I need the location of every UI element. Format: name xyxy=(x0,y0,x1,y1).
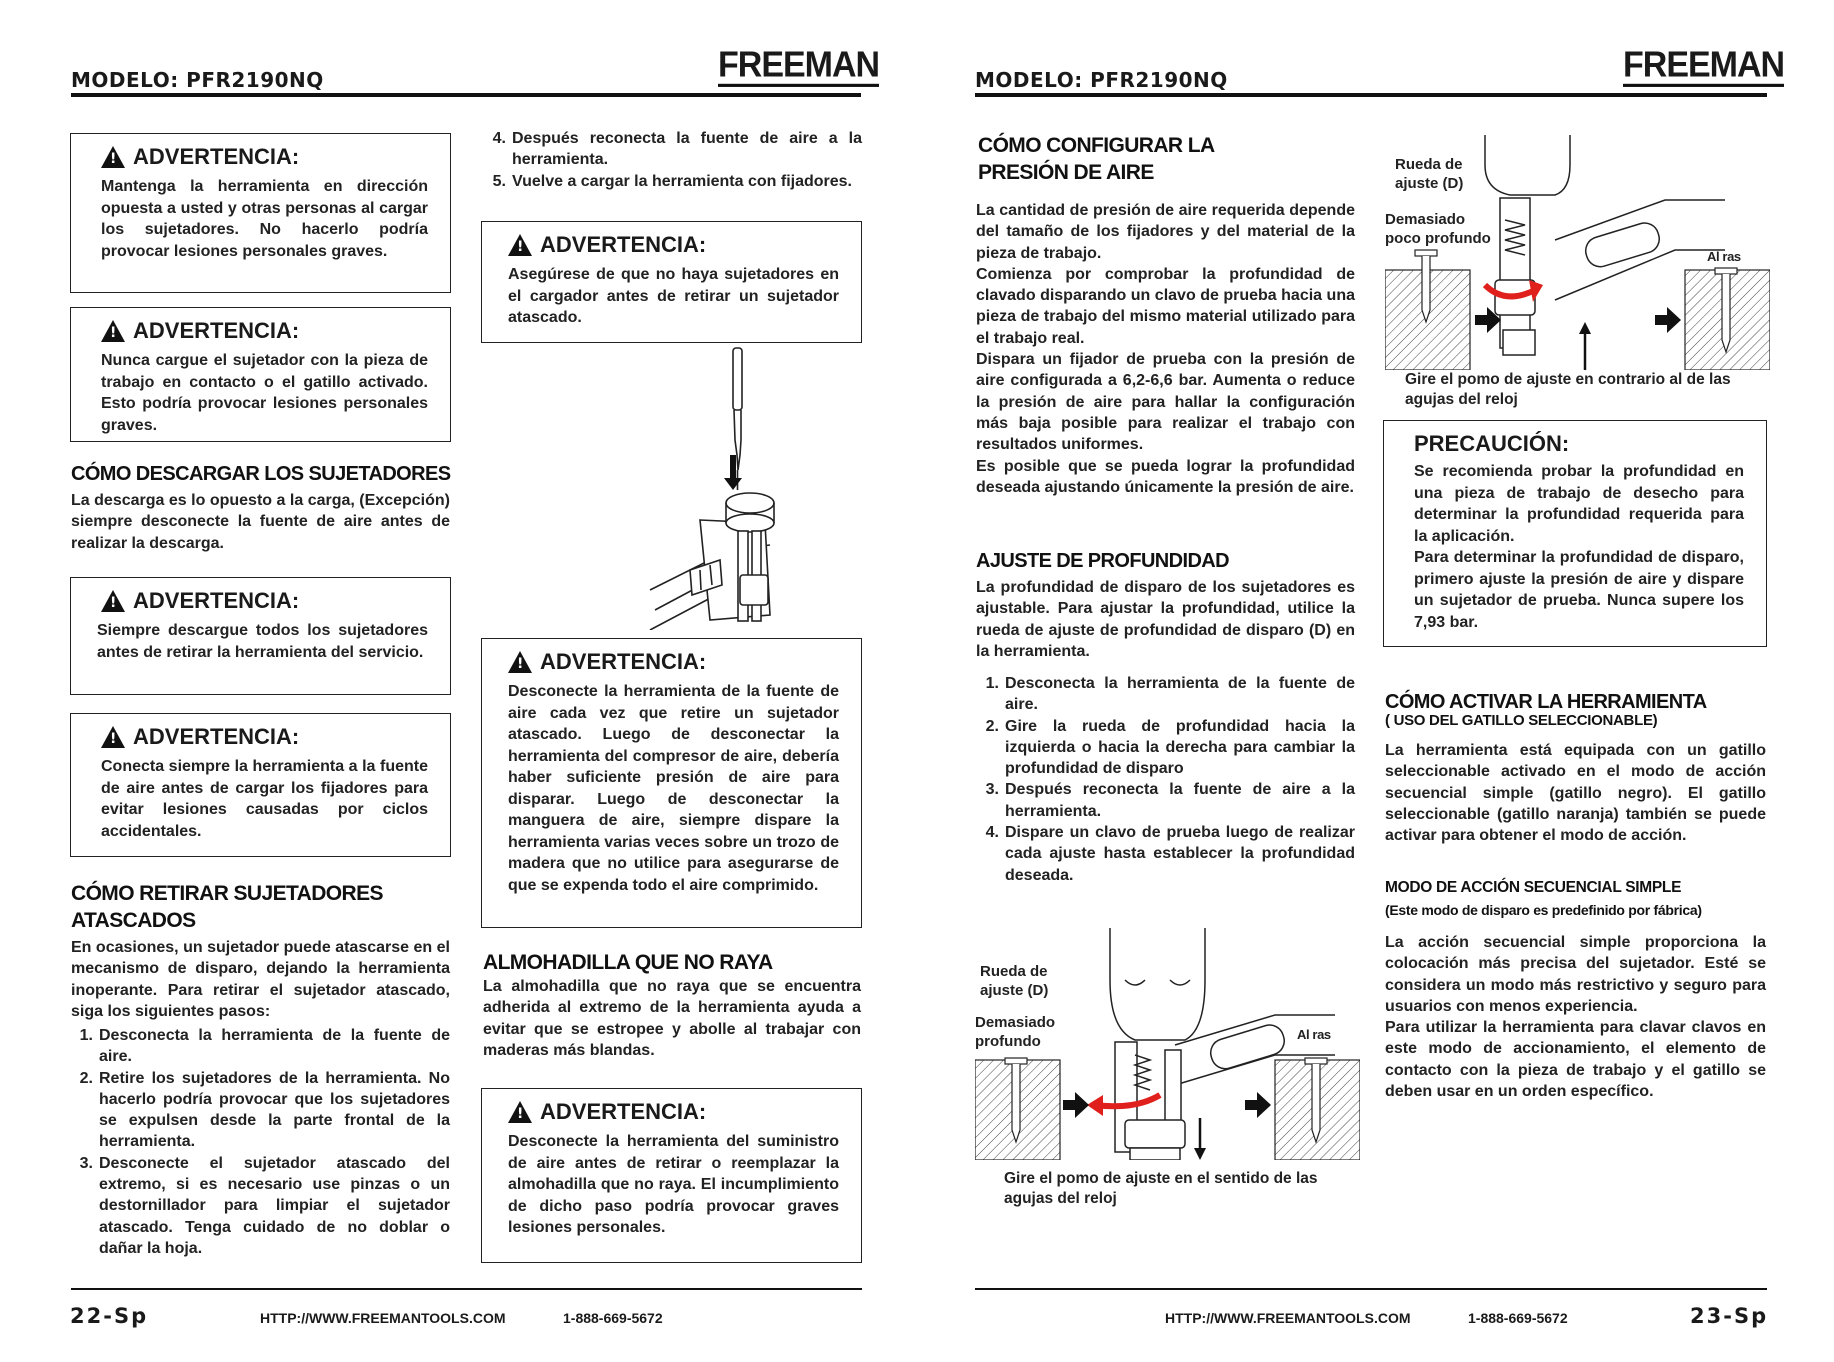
warning-title: ! ADVERTENCIA: xyxy=(101,144,428,170)
jam-steps-list xyxy=(71,1025,450,1259)
page-number-left: 22-Sp xyxy=(70,1304,149,1328)
footer-rule-right xyxy=(975,1288,1767,1290)
section-heading: ALMOHADILLA QUE NO RAYA xyxy=(483,951,773,974)
warning-text: Siempre descargue todos los sujetadores antes de retirar la herramienta del servicio. xyxy=(97,622,428,661)
model-header-left: MODELO: PFR2190NQ xyxy=(71,68,324,92)
warning-triangle-icon xyxy=(508,234,532,256)
step-item xyxy=(71,1153,450,1259)
warning-triangle-icon xyxy=(508,1101,532,1123)
caution-text: Para determinar la profundidad de disparo, primero ajuste la presión de aire y dispare un sujetador de prueba. Nunca supere los 7,93 bar. xyxy=(1414,549,1744,631)
footer-url-left: HTTP://WWW.FREEMANTOOLS.COM xyxy=(260,1310,506,1326)
warning-box xyxy=(70,577,451,695)
section-heading: CÓMO CONFIGURAR LA PRESIÓN DE AIRE xyxy=(978,134,1215,184)
step-text: Desconecta la herramienta de la fuente de aire. xyxy=(1005,675,1355,714)
step-item xyxy=(977,779,1355,822)
step-item xyxy=(71,1025,450,1068)
caution-title: PRECAUCIÓN: xyxy=(1414,431,1570,456)
step-text: Desconecte el sujetador atascado del extremo, si es necesario use pinzas o un destornillador para limpiar el sujetador atascado. Tenga cuidado de no doblar o dañar la hoja. xyxy=(99,1154,450,1257)
step-item xyxy=(484,128,862,171)
fig1-depth-label: Demasiado poco profundo xyxy=(1385,211,1491,247)
step-text: Dispare un clavo de prueba luego de realizar cada ajuste hasta establecer la profundidad deseada. xyxy=(1005,824,1355,884)
shallow-wood-block xyxy=(1385,250,1470,370)
section-subheading: (Este modo de disparo es predefinido por fábrica) xyxy=(1385,902,1702,918)
jam-removal-illustration xyxy=(560,345,780,630)
warning-title: ! ADVERTENCIA: xyxy=(101,588,428,614)
section-text: La herramienta está equipada con un gatillo seleccionable activado en el modo de acción secuencial simple (gatillo negro). El gatillo seleccionable (gatillo naranja) también se puede activar para obtener el modo de acción. xyxy=(1385,742,1766,845)
fig1-caption: Gire el pomo de ajuste en contrario al de las agujas del reloj xyxy=(1405,371,1731,408)
step-text: Después reconecta la fuente de aire a la herramienta. xyxy=(1005,781,1355,820)
freeman-logo-right xyxy=(1623,44,1785,87)
down-arrow-icon xyxy=(1194,1118,1206,1160)
step-item xyxy=(977,673,1355,716)
logo-text: FREEMAN xyxy=(718,44,880,85)
freeman-logo-left xyxy=(718,44,880,87)
warning-triangle-icon xyxy=(101,320,125,342)
section-heading: MODO DE ACCIÓN SECUENCIAL SIMPLE xyxy=(1385,879,1682,896)
jam-steps-continued-list xyxy=(484,128,862,192)
section-heading: AJUSTE DE PROFUNDIDAD xyxy=(976,550,1229,572)
right-arrow-icon xyxy=(1245,1092,1271,1118)
step-number: 3. xyxy=(79,1154,93,1172)
section-text: La descarga es lo opuesto a la carga, (Excepción) siempre desconecte la fuente de aire antes de realizar la descarga. xyxy=(71,492,450,552)
warning-text: Desconecte la herramienta de la fuente de aire cada vez que retire un sujetador atascado. Luego de desconectar la herramienta del compresor de aire, debería haber suficiente presión de aire para disparar. Luego de desconectar la manguera de aire, siempre dispare la herramienta varias veces sobre un trozo de madera que no utilice para asegurarse de que se expenda todo el aire comprimido. xyxy=(508,683,839,894)
step-number: 3. xyxy=(985,781,999,799)
caution-text: Se recomienda probar la profundidad en una pieza de trabajo de desecho para determinar la profundidad requerida para la aplicación. xyxy=(1414,463,1744,545)
footer-phone-left: 1-888-669-5672 xyxy=(563,1310,663,1326)
step-item xyxy=(484,171,862,192)
warning-title: ! ADVERTENCIA: xyxy=(508,1099,839,1125)
warning-text: Mantenga la herramienta en dirección opuesta a usted y otras personas al cargar los sujetadores. No hacerlo podría provocar lesiones personales graves. xyxy=(101,178,428,260)
warning-title: ! ADVERTENCIA: xyxy=(508,649,839,675)
step-number: 2. xyxy=(79,1069,93,1087)
depth-steps-list xyxy=(977,673,1355,886)
step-text: Retire los sujetadores de la herramienta. No hacerlo podría provocar que los sujetadores se expulsen desde la parte frontal de la herramienta. xyxy=(99,1069,450,1151)
section-text: La profundidad de disparo de los sujetadores es ajustable. Para ajustar la profundidad, utilice la rueda de ajuste de profundidad de disparo (D) en la herramienta. xyxy=(976,579,1355,660)
warning-box xyxy=(481,638,862,928)
step-number: 5. xyxy=(492,172,506,190)
step-text: Gire la rueda de profundidad hacia la izquierda o hacia la derecha para cambiar la profundidad de disparo xyxy=(1005,717,1355,778)
section-subheading: ( USO DEL GATILLO SELECCIONABLE) xyxy=(1385,712,1658,729)
step-item xyxy=(71,1068,450,1153)
page-number-right: 23-Sp xyxy=(1690,1304,1769,1328)
step-item xyxy=(977,822,1355,886)
section-heading: CÓMO RETIRAR SUJETADORES ATASCADOS xyxy=(71,882,383,932)
up-arrow-icon xyxy=(1579,322,1591,370)
caution-box xyxy=(1383,420,1767,647)
section-text: La cantidad de presión de aire requerida depende del tamaño de los fijadores y del material de la pieza de trabajo. Comienza por comprobar la profundidad de clavado disparando un clavo de prueba hacia una pieza de trabajo del mismo material utilizado para el trabajo real. Dispara un fijador de prueba con la presión de aire configurada a 6,2-6,6 bar. Aumenta o reduce la presión de aire para hallar la configuración más baja posible para realizar el trabajo con resultados uniformes. Es posible que se pueda lograr la profundidad deseada ajustando únicamente la presión de aire. xyxy=(976,202,1355,496)
warning-title: ! ADVERTENCIA: xyxy=(101,724,428,750)
warning-triangle-icon xyxy=(101,726,125,748)
step-number: 4. xyxy=(492,130,506,147)
warning-triangle-icon xyxy=(101,146,125,168)
warning-box xyxy=(70,713,451,857)
fig2-caption: Gire el pomo de ajuste en el sentido de las agujas del reloj xyxy=(1004,1170,1318,1207)
section-text: La almohadilla que no raya que se encuentra adherida al extremo de la herramienta ayuda a evitar que se estropee y abolle al trabajar con maderas más blandas. xyxy=(483,978,861,1059)
warning-box xyxy=(70,307,451,442)
footer-rule-left xyxy=(71,1288,862,1290)
warning-title: ! ADVERTENCIA: xyxy=(508,232,839,258)
section-text: En ocasiones, un sujetador puede atascarse en el mecanismo de disparo, dejando la herramienta inoperante. Para retirar el sujetador atascado, siga los siguientes pasos: xyxy=(71,939,450,1020)
step-number: 2. xyxy=(985,717,999,735)
logo-text: FREEMAN xyxy=(1623,44,1785,85)
warning-text: Nunca cargue el sujetador con la pieza de trabajo en contacto o el gatillo activado. Esto podría provocar lesiones personales graves. xyxy=(101,352,428,434)
step-text: Desconecta la herramienta de la fuente de aire. xyxy=(99,1027,450,1066)
right-arrow-icon xyxy=(1655,307,1681,333)
step-number: 1. xyxy=(985,675,999,692)
warning-title: ! ADVERTENCIA: xyxy=(101,318,428,344)
step-number: 4. xyxy=(985,824,999,842)
warning-box xyxy=(481,1088,862,1263)
step-text: Después reconecta la fuente de aire a la herramienta. xyxy=(512,130,862,169)
flush-wood-block xyxy=(1685,268,1770,370)
section-heading: CÓMO ACTIVAR LA HERRAMIENTA xyxy=(1385,691,1707,713)
warning-box xyxy=(481,221,862,343)
footer-url-right: HTTP://WWW.FREEMANTOOLS.COM xyxy=(1165,1310,1411,1326)
model-header-right: MODELO: PFR2190NQ xyxy=(975,68,1228,92)
step-number: 1. xyxy=(79,1027,93,1044)
warning-text: Conecta siempre la herramienta a la fuente de aire antes de cargar los fijadores para evitar lesiones causadas por ciclos accidentales. xyxy=(101,758,428,840)
header-rule-right xyxy=(975,93,1767,97)
warning-triangle-icon xyxy=(101,590,125,612)
header-rule-left xyxy=(71,93,861,97)
warning-text: Desconecte la herramienta del suministro de aire antes de retirar o reemplazar la almohadilla que no raya. El incumplimiento de dicho paso podría provocar graves lesiones personales. xyxy=(508,1133,839,1236)
step-text: Vuelve a cargar la herramienta con fijadores. xyxy=(512,172,852,190)
step-item xyxy=(977,716,1355,780)
section-text: La acción secuencial simple proporciona la colocación más precisa del sujetador. Esté se considera un modo más restrictivo y seguro para usuarios con menos experiencia. Para utilizar la herramienta para clavar clavos en este modo de accionamiento, el elemento de contacto con la pieza de trabajo y el gatillo se deben usar en un orden específico. xyxy=(1385,934,1766,1101)
flush-wood-block xyxy=(1275,1058,1360,1160)
fig1-wheel-label: Rueda de ajuste (D) xyxy=(1395,156,1464,192)
fig2-depth-label: Demasiado profundo xyxy=(975,1014,1056,1050)
fig2-wheel-label: Rueda de ajuste (D) xyxy=(980,963,1049,999)
warning-text: Asegúrese de que no haya sujetadores en el cargador antes de retirar un sujetador atascado. xyxy=(508,266,839,326)
footer-phone-right: 1-888-669-5672 xyxy=(1468,1310,1568,1326)
section-heading: CÓMO DESCARGAR LOS SUJETADORES xyxy=(71,463,451,485)
warning-box xyxy=(70,133,451,293)
deep-wood-block xyxy=(975,1058,1060,1160)
fig2-flush-label: Al ras xyxy=(1297,1027,1331,1042)
fig1-flush-label: Al ras xyxy=(1707,249,1741,264)
right-arrow-icon xyxy=(1063,1092,1089,1118)
warning-triangle-icon xyxy=(508,651,532,673)
